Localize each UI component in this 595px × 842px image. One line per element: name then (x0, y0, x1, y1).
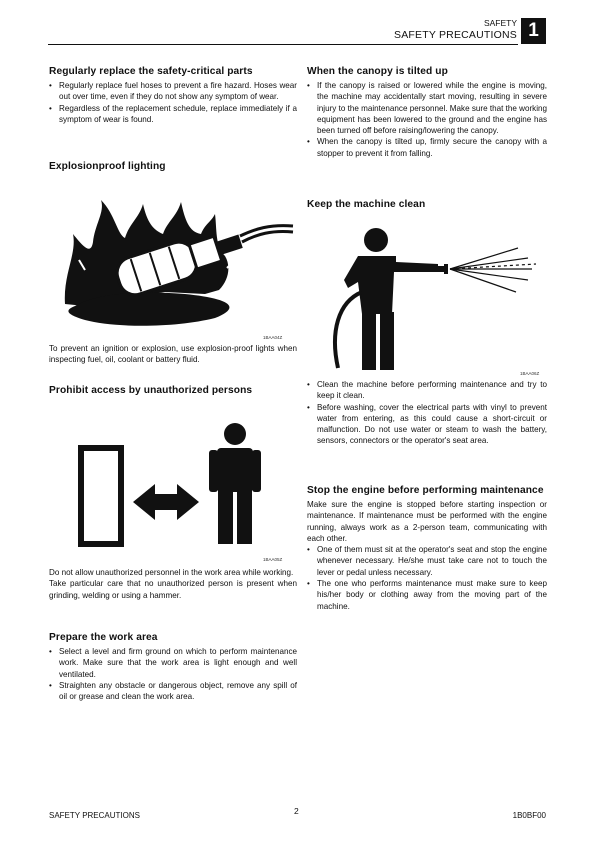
lighting-text-block (49, 343, 297, 366)
bullet-list (307, 80, 547, 159)
section-title: Regularly replace the safety-critical parts (49, 66, 253, 77)
list-item: • Regardless of the replacement schedule, replace immediately if a symptom of wear is found. (49, 103, 297, 126)
clean-text-block (307, 379, 547, 447)
paragraph: To prevent an ignition or explosion, use explosion-proof lights when inspecting fuel, oil, coolant or battery fluid. (49, 344, 297, 365)
list-item: • Before washing, cover the electrical parts with vinyl to prevent water from entering, as this could cause a short-circuit or malfunction. Do not use water or steam to wash the battery, sensors, connectors or the operator's seat area. (307, 402, 547, 447)
list-item: • Regularly replace fuel hoses to prevent a fire hazard. Hoses wear out over time, even if they do not show any symptom of wear. (49, 80, 297, 103)
washing-machine-illustration (318, 222, 548, 372)
hose (335, 292, 362, 368)
list-item: • The one who performs maintenance must make sure to keep his/her body or clothing away from the moving part of the machine. (307, 578, 547, 612)
paragraph: Make sure the engine is stopped before starting inspection or maintenance. If maintenance must be performed with the engine running, always work as a 2-person team, communicating with each other. (307, 500, 547, 543)
bullet-list (307, 379, 547, 447)
header-section-title: SAFETY PRECAUTIONS (393, 29, 517, 41)
person-icon (209, 423, 261, 544)
footer-doc-code: 1B0BF00 (512, 811, 546, 820)
list-item: • Select a level and firm ground on which to perform maintenance work. Make sure that the work area is light enough and well ventilated. (49, 646, 297, 680)
bullet-list (49, 646, 297, 702)
person-washing-icon (344, 228, 438, 370)
list-item: • If the canopy is raised or lowered while the engine is moving, the machine may accidentally start moving, resulting in severe injury to the maintenance personnel. Make sure that the working equipment has been lowered to the ground and the engine has been turned off before raising/lowering the canopy. (307, 80, 547, 136)
door-frame (81, 448, 121, 544)
list-item: • One of them must sit at the operator's seat and stop the engine whenever necessary. He/she must take care not to touch the lever or pedal unless necessary. (307, 544, 547, 578)
section-title: Explosionproof lighting (49, 161, 166, 172)
paragraph: Take particular care that no unauthorized person is present when grinding, welding or using a hammer. (49, 579, 297, 600)
section-title: Keep the machine clean (307, 199, 426, 210)
section-prohibit-access (49, 385, 297, 396)
paragraph: Do not allow unauthorized personnel in the work area while working. (49, 568, 294, 577)
section-canopy-tilted (307, 66, 547, 159)
list-item: • Straighten any obstacle or dangerous object, remove any spill of oil or grease and clean the work area. (49, 680, 297, 703)
double-arrow-icon (133, 484, 199, 520)
section-title: Prohibit access by unauthorized persons (49, 385, 253, 396)
prohibit-access-illustration (75, 420, 275, 550)
header-section-label: SAFETY (483, 18, 517, 28)
footer-section-title: SAFETY PRECAUTIONS (49, 811, 140, 820)
page-number: 2 (294, 806, 299, 816)
section-stop-engine (307, 485, 547, 612)
header-rule (48, 44, 518, 45)
list-item: • Clean the machine before performing maintenance and try to keep it clean. (307, 379, 547, 402)
chapter-number-badge: 1 (521, 18, 546, 44)
section-explosionproof-lighting (49, 161, 297, 172)
figure-code: 1BAA05Z (263, 557, 283, 562)
water-spray-lines (450, 248, 536, 292)
section-title: When the canopy is tilted up (307, 66, 448, 77)
access-text-block (49, 567, 297, 601)
section-title: Stop the engine before performing maintenance (307, 485, 544, 496)
figure-code: 1BAA06Z (520, 371, 540, 376)
section-keep-clean (307, 199, 547, 210)
bullet-list (307, 544, 547, 612)
section-prepare-work-area (49, 632, 297, 702)
figure-code: 1BAA04Z (263, 335, 283, 340)
explosionproof-light-illustration (55, 194, 295, 334)
section-replace-parts (49, 66, 297, 125)
list-item: • When the canopy is tilted up, firmly secure the canopy with a stopper to prevent it from falling. (307, 136, 547, 159)
section-title: Prepare the work area (49, 632, 158, 643)
bullet-list (49, 80, 297, 125)
